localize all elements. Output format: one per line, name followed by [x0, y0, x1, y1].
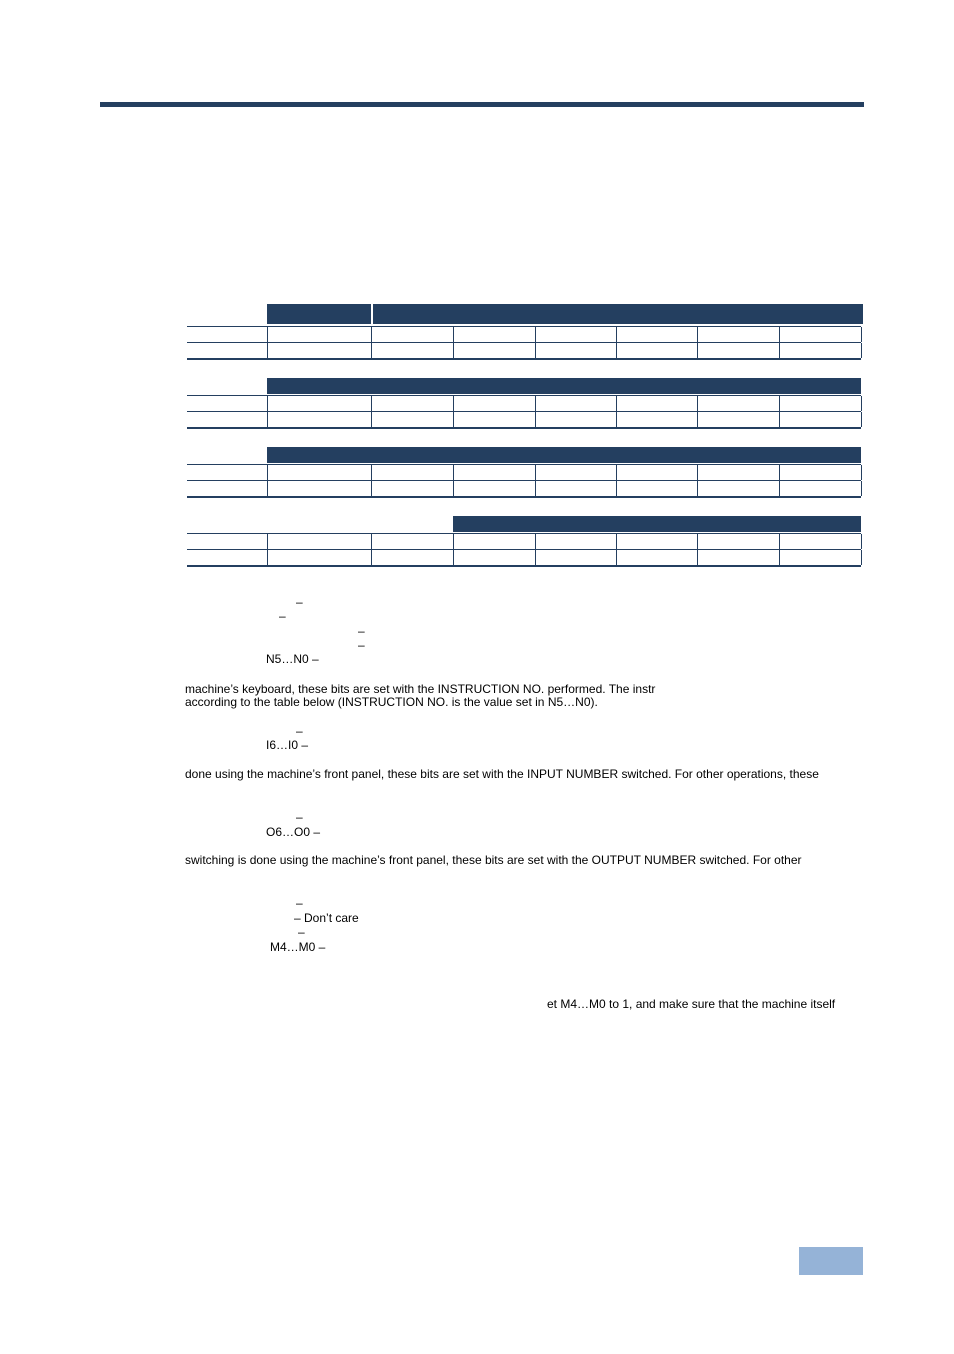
page-number-badge: [799, 1247, 863, 1275]
dash-text: –: [279, 609, 286, 623]
i-bits-label: I6…I0 –: [266, 738, 309, 752]
table-row: [187, 411, 861, 429]
m-bits-description: et M4…M0 to 1, and make sure that the machine itself: [547, 997, 836, 1011]
dash-text: –: [296, 810, 303, 824]
o-bits-description: switching is done using the machine’s front panel, these bits are set with the OUTPUT NUMBER switched. For other: [185, 853, 802, 867]
table-row: [187, 326, 861, 342]
table-row: [187, 549, 861, 567]
dont-care-text: – Don’t care: [294, 911, 359, 925]
bit-table-byte-4: [187, 516, 863, 576]
table-row: [187, 464, 861, 480]
m-bits-label: M4…M0 –: [270, 940, 326, 954]
table-header-cell: [267, 447, 861, 463]
dash-text: –: [296, 724, 303, 738]
dash-text: –: [358, 638, 365, 652]
table-header-cell: [267, 378, 861, 394]
dash-text: –: [296, 896, 303, 910]
table-row: [187, 480, 861, 498]
table-row: [187, 395, 861, 411]
n-bits-description: according to the table below (INSTRUCTION NO. is the value set in N5…N0).: [185, 695, 598, 709]
table-row: [187, 533, 861, 549]
dash-text: –: [298, 925, 305, 939]
table-header-cell: [371, 304, 863, 324]
table-header-cell: [453, 516, 861, 532]
table-row: [187, 342, 861, 360]
n-bits-label: N5…N0 –: [266, 652, 319, 666]
i-bits-description: done using the machine’s front panel, these bits are set with the INPUT NUMBER switched. For other operations, these: [185, 767, 819, 781]
dash-text: –: [358, 624, 365, 638]
bit-table-byte-3: [187, 447, 863, 507]
n-bits-description: machine’s keyboard, these bits are set with the INSTRUCTION NO. performed. The instr: [185, 682, 656, 696]
dash-text: –: [296, 595, 303, 609]
table-header-cell: [267, 304, 371, 324]
o-bits-label: O6…O0 –: [266, 825, 321, 839]
header-rule: [100, 102, 864, 107]
bit-table-byte-1: [187, 304, 863, 364]
bit-table-byte-2: [187, 378, 863, 438]
